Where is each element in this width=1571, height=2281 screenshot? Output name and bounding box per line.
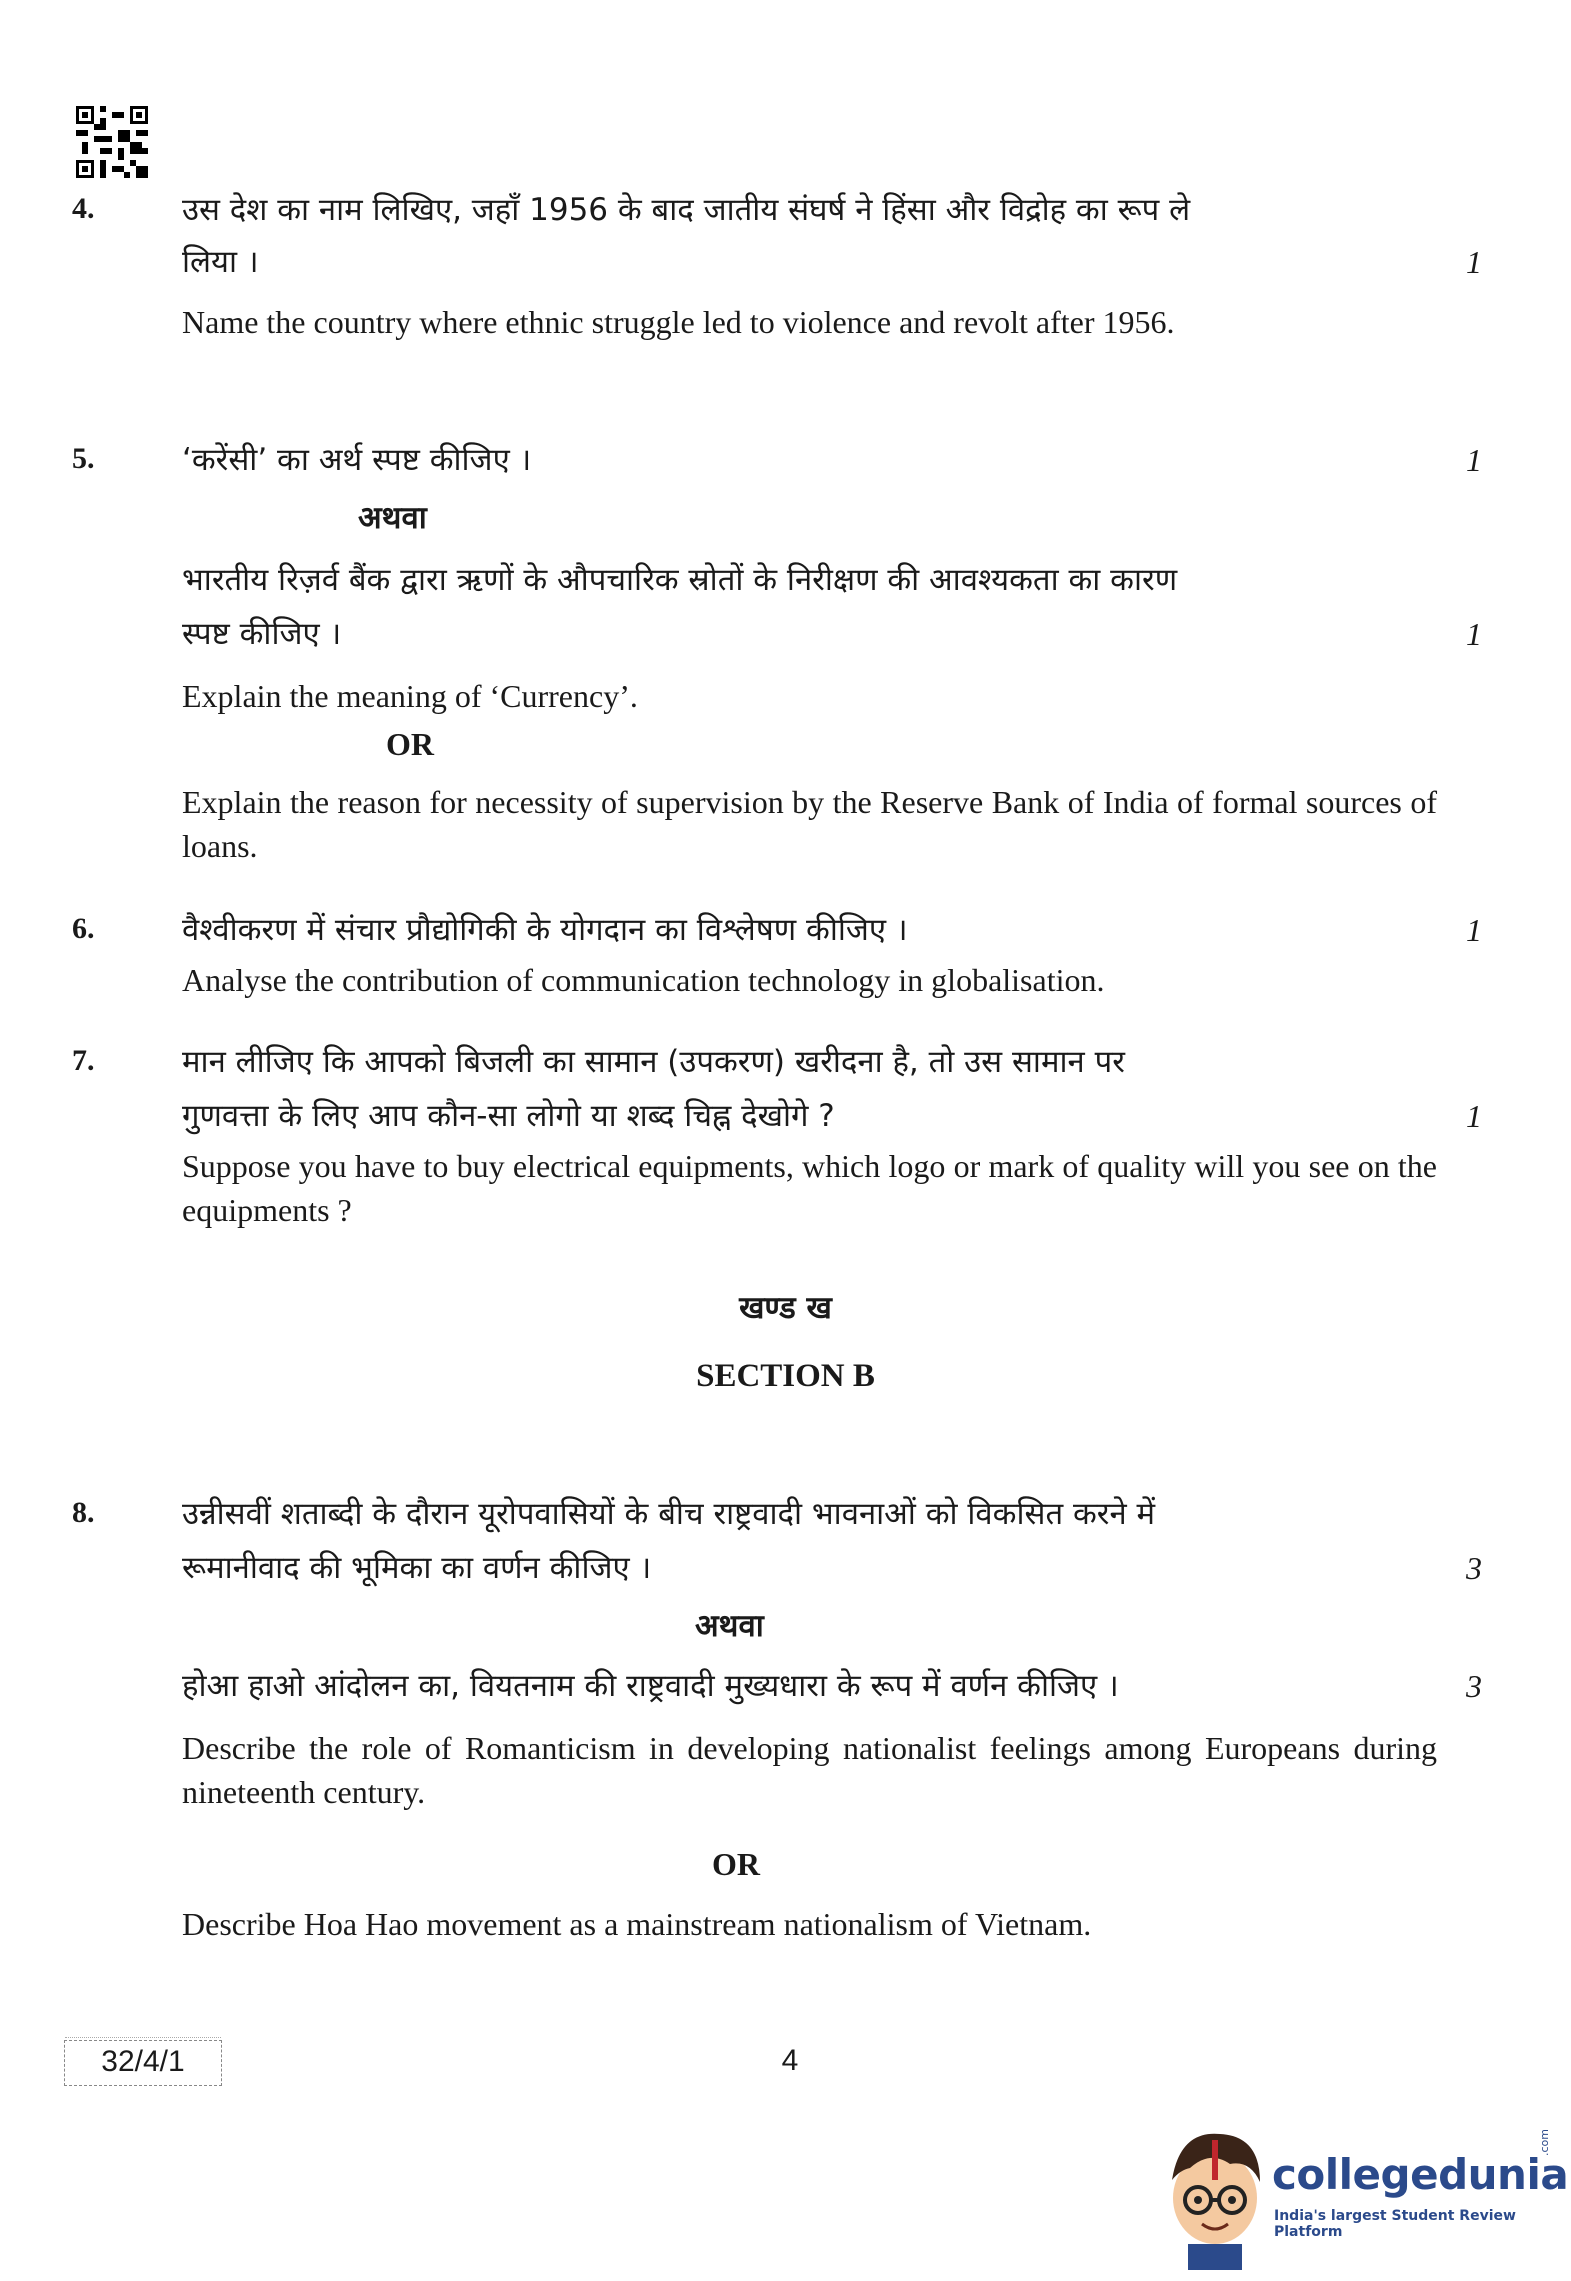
question-alt-hindi: होआ हाओ आंदोलन का, वियतनाम की राष्ट्रवादी मुख्यधारा के रूप में वर्णन कीजिए । (182, 1668, 1119, 1704)
marks: 1 (1466, 1098, 1482, 1134)
question-text-hindi: लिया । (182, 244, 259, 280)
section-heading-hindi: खण्ड ख (739, 1290, 832, 1326)
paper-code-box (64, 2040, 222, 2086)
question-text-english: Name the country where ethnic struggle led to violence and revolt after 1956. (182, 304, 1175, 340)
question-text-hindi: मान लीजिए कि आपको बिजली का सामान (उपकरण) खरीदना है, तो उस सामान पर (182, 1044, 1125, 1080)
question-text-hindi: गुणवत्ता के लिए आप कौन-सा लोगो या शब्द चिह्न देखोगे ? (182, 1098, 835, 1134)
qr-code (76, 106, 148, 178)
question-alt-hindi: भारतीय रिज़र्व बैंक द्वारा ऋणों के औपचारिक स्रोतों के निरीक्षण की आवश्यकता का कारण (182, 562, 1178, 598)
question-number: 8. (72, 1496, 95, 1529)
question-number: 7. (72, 1044, 95, 1077)
or-label: OR (386, 726, 434, 762)
marks: 1 (1466, 912, 1482, 948)
question-alt-hindi: स्पष्ट कीजिए । (182, 616, 342, 652)
logo-name: collegedunia (1272, 2150, 1569, 2199)
or-label: OR (712, 1846, 760, 1882)
mascot-icon (1160, 2120, 1270, 2270)
question-text-hindi: वैश्वीकरण में संचार प्रौद्योगिकी के योगदान का विश्लेषण कीजिए । (182, 912, 908, 948)
or-label-hindi: अथवा (695, 1608, 764, 1643)
question-text-hindi: रूमानीवाद की भूमिका का वर्णन कीजिए । (182, 1550, 652, 1586)
question-text-english: Analyse the contribution of communication technology in globalisation. (182, 962, 1105, 998)
question-text-hindi: उन्नीसवीं शताब्दी के दौरान यूरोपवासियों के बीच राष्ट्रवादी भावनाओं को विकसित करने में (182, 1496, 1156, 1532)
question-text-english: Describe the role of Romanticism in developing nationalist feelings among Europeans during nineteenth century. (182, 1730, 1437, 1810)
question-alt-english: Describe Hoa Hao movement as a mainstream nationalism of Vietnam. (182, 1906, 1092, 1942)
page-number: 4 (781, 2044, 799, 2077)
logo-domain: .com (1538, 2129, 1551, 2156)
question-text-hindi: उस देश का नाम लिखिए, जहाँ 1956 के बाद जातीय संघर्ष ने हिंसा और विद्रोह का रूप ले (182, 192, 1191, 228)
question-number: 4. (72, 192, 95, 225)
question-text-hindi: ‘करेंसी’ का अर्थ स्पष्ट कीजिए । (182, 442, 532, 478)
paper-code: 32/4/1 (101, 2045, 185, 2078)
question-text-english: Explain the meaning of ‘Currency’. (182, 678, 638, 714)
marks: 1 (1466, 244, 1482, 280)
marks: 3 (1466, 1668, 1482, 1704)
marks: 1 (1466, 616, 1482, 652)
section-heading: SECTION B (696, 1358, 875, 1394)
question-alt-english: Explain the reason for necessity of supervision by the Reserve Bank of India of formal sources of loans. (182, 784, 1437, 864)
question-text-english: Suppose you have to buy electrical equipments, which logo or mark of quality will you see on the equipments ? (182, 1148, 1437, 1228)
or-label-hindi: अथवा (358, 500, 427, 535)
collegedunia-logo (1160, 2120, 1569, 2270)
question-number: 6. (72, 912, 95, 945)
marks: 1 (1466, 442, 1482, 478)
logo-tagline: India's largest Student Review Platform (1274, 2208, 1516, 2240)
question-number: 5. (72, 442, 95, 475)
marks: 3 (1466, 1550, 1482, 1586)
